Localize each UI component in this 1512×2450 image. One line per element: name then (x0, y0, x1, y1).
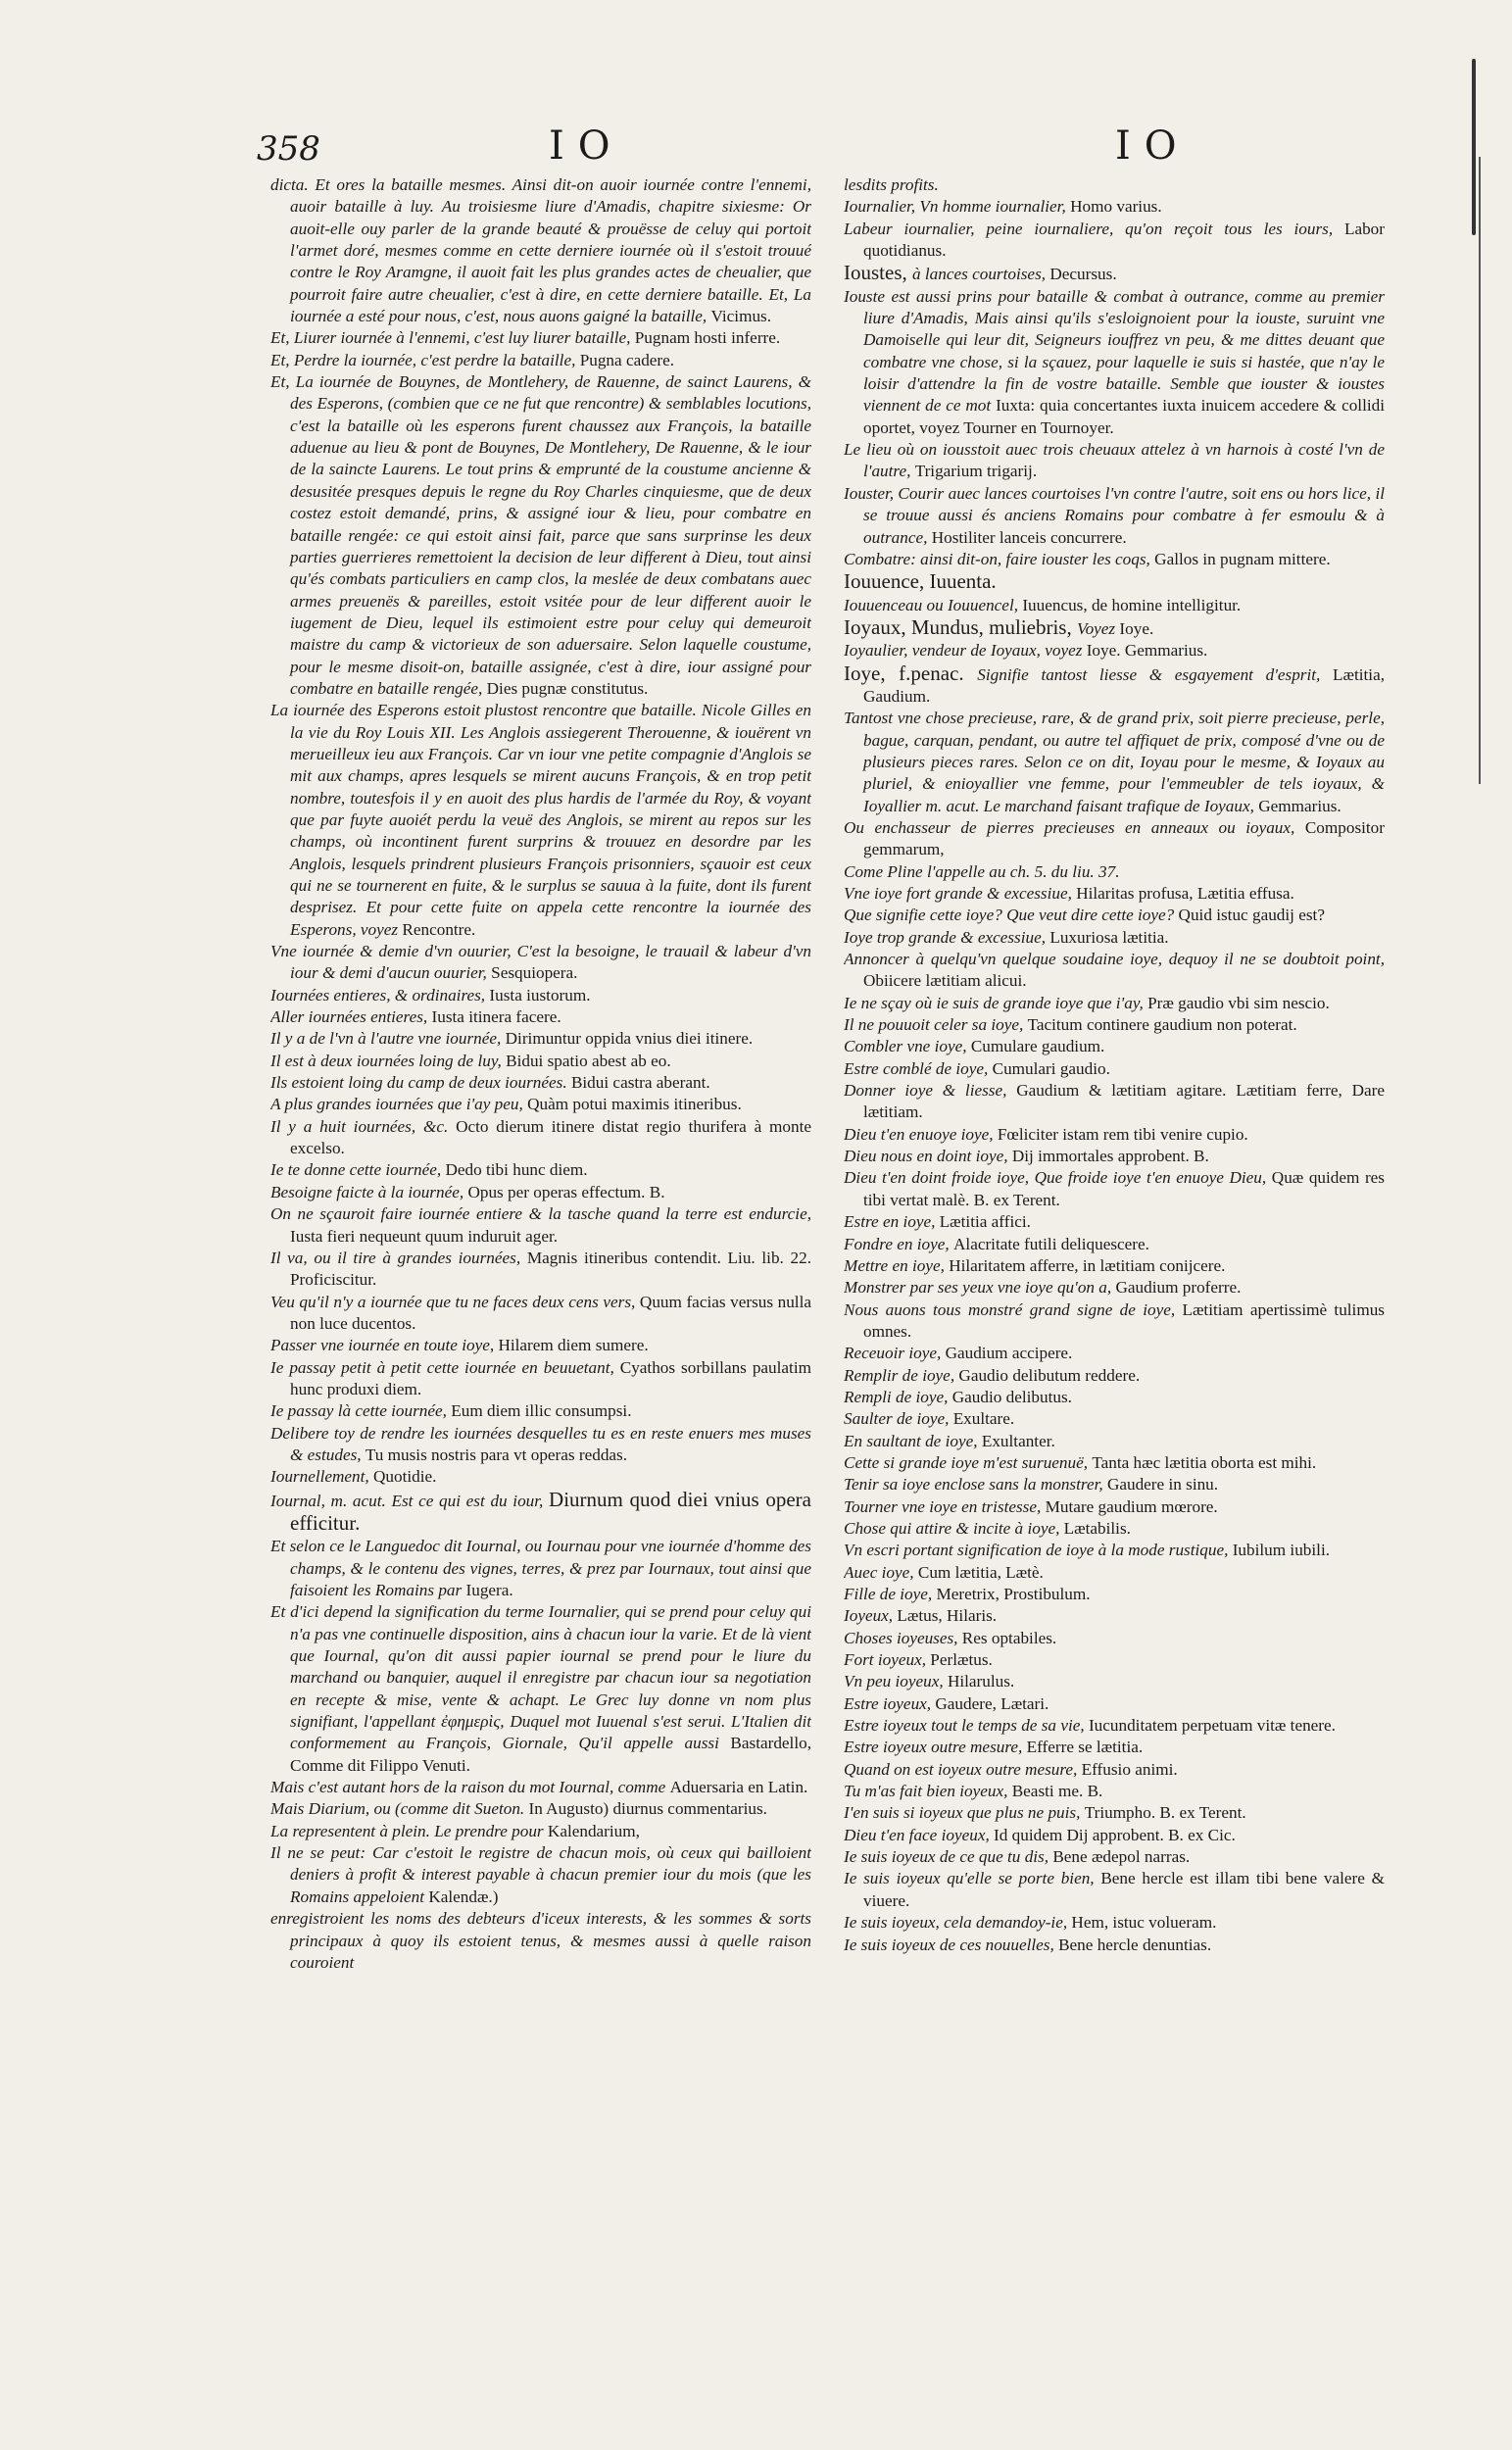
french-text: Besoigne faicte à la iournée, (270, 1182, 468, 1201)
french-text: Mettre en ioye, (844, 1255, 950, 1275)
left-column (270, 174, 811, 2330)
latin-text: Meretrix, Prostibulum. (936, 1585, 1091, 1603)
dictionary-entry (844, 616, 1385, 640)
french-text: Estre ioyeux, (844, 1693, 936, 1713)
dictionary-entry (844, 1540, 1385, 1561)
latin-text: Dedo tibi hunc diem. (445, 1160, 588, 1180)
dictionary-entry (844, 1868, 1385, 1912)
dictionary-entry (270, 1028, 811, 1050)
french-text: Ioye trop grande & excessiue, (844, 927, 1050, 947)
french-text: Saulter de ioye, (844, 1409, 953, 1429)
dictionary-entry (270, 1357, 811, 1401)
latin-text: Gaudere in sinu. (1106, 1475, 1219, 1494)
latin-text: Hostiliter lanceis concurrere. (931, 527, 1127, 547)
latin-text: Hilarem diem sumere. (498, 1336, 649, 1355)
dictionary-entry (844, 1825, 1385, 1846)
french-text: Cette si grande ioye m'est suruenuë, (844, 1452, 1093, 1472)
dictionary-entry (270, 1842, 811, 1908)
latin-text: Gaudium & lætitiam agitare. Lætitiam ferre, Dare lætitiam. (863, 1081, 1385, 1122)
french-text: Ie suis ioyeux de ces nouuelles, (844, 1935, 1059, 1954)
french-text: Rempli de ioye, (844, 1387, 952, 1406)
right-column (844, 174, 1385, 2330)
dictionary-entry (270, 1051, 811, 1072)
french-text: Voyez (1076, 618, 1120, 638)
latin-text: Iusta itinera facere. (431, 1007, 561, 1027)
french-text: Veu qu'il n'y a iournée que tu ne faces deux cens vers, (270, 1292, 640, 1311)
dictionary-entry (844, 1737, 1385, 1758)
french-text: Come Pline l'appelle au ch. 5. du liu. 37. (844, 861, 1120, 881)
dictionary-entry (844, 483, 1385, 549)
dictionary-entry (270, 941, 811, 985)
dictionary-entry (844, 1431, 1385, 1452)
french-text: Vn escri portant signification de ioye à la mode rustique, (844, 1541, 1233, 1560)
dictionary-entry (844, 817, 1385, 861)
latin-text: Mutare gaudium mœrore. (1045, 1496, 1218, 1516)
dictionary-entry (844, 1759, 1385, 1781)
dictionary-entry (844, 883, 1385, 905)
dictionary-entry (844, 1167, 1385, 1211)
dictionary-entry (270, 1072, 811, 1094)
latin-text: Iusta fieri nequeunt quum induruit ager. (290, 1226, 559, 1246)
french-text: Ie suis ioyeux de ce que tu dis, (844, 1847, 1053, 1867)
french-text: Et, Liurer iournée à l'ennemi, c'est luy liurer bataille, (270, 328, 635, 348)
latin-text: Effusio animi. (1081, 1759, 1178, 1779)
latin-text: Bidui spatio abest ab eo. (506, 1051, 671, 1070)
latin-text: Aduersaria en Latin. (669, 1778, 808, 1797)
latin-text: Iubilum iubili. (1232, 1541, 1331, 1560)
dictionary-entry (844, 1715, 1385, 1737)
dictionary-entry (844, 1605, 1385, 1627)
french-text: Aller iournées entieres, (270, 1007, 432, 1027)
latin-text: Lætitia, Gaudium. (863, 664, 1385, 706)
dictionary-entry (844, 1935, 1385, 1956)
latin-text: Bastardello, Comme dit Filippo Venuti. (290, 1734, 811, 1775)
dictionary-entry (844, 1365, 1385, 1387)
latin-text: Obiicere lætitiam alicui. (863, 971, 1027, 991)
french-text: Ie suis ioyeux, cela demandoy-ie, (844, 1913, 1072, 1933)
french-text: Auec ioye, (844, 1562, 918, 1582)
latin-text: Lætus, Hilaris. (897, 1606, 998, 1626)
latin-text: In Augusto) diurnus commentarius. (528, 1799, 767, 1819)
french-text: Donner ioye & liesse, (844, 1081, 1017, 1101)
dictionary-entry (270, 1536, 811, 1601)
dictionary-entry (844, 1058, 1385, 1080)
french-text: Delibere toy de rendre les iournées desquelles tu es en reste enuers mes muses & estudes, (270, 1423, 811, 1464)
dictionary-entry (844, 662, 1385, 709)
dictionary-entry (270, 1466, 811, 1488)
french-text: Tourner vne ioye en tristesse, (844, 1496, 1046, 1516)
latin-text: Præ gaudio vbi sim nescio. (1147, 993, 1330, 1012)
dictionary-entry (270, 1777, 811, 1798)
dictionary-entry (844, 1649, 1385, 1671)
latin-text: Hilaritatem afferre, in lætitiam conijcere. (949, 1255, 1226, 1275)
french-text: Ils estoient loing du camp de deux iournées. (270, 1073, 571, 1093)
french-text: Estre ioyeux outre mesure, (844, 1738, 1027, 1757)
latin-text: Magnis itineribus contendit. Liu. lib. 22. Proficiscitur. (290, 1248, 811, 1290)
dictionary-entry (844, 1036, 1385, 1057)
dictionary-entry (844, 549, 1385, 570)
latin-text: Pugnam hosti inferre. (634, 328, 781, 348)
french-text: En saultant de ioye, (844, 1431, 982, 1450)
french-text: à lances courtoises, (912, 265, 1050, 284)
french-text: Estre en ioye, (844, 1212, 940, 1232)
french-text: Vne iournée & demie d'vn ouurier, C'est la besoigne, le trauail & labeur d'vn iour & demi d'aucun ouurier, (270, 942, 811, 983)
french-text: Iouster, Courir auec lances courtoises l'vn contre l'autre, soit ens ou hors lice, il se trouue aussi és anciens Romains pour combatre à fer esmoulu & à outrance, (844, 483, 1385, 547)
latin-text: Gaudium proferre. (1115, 1278, 1242, 1298)
french-text: Fort ioyeux, (844, 1650, 931, 1670)
dictionary-entry (844, 905, 1385, 926)
dictionary-entry (844, 1912, 1385, 1934)
dictionary-entry (844, 1124, 1385, 1146)
dictionary-entry (844, 1080, 1385, 1124)
dictionary-entry (844, 1387, 1385, 1408)
french-text: Estre comblé de ioye, (844, 1058, 993, 1078)
latin-text: Quid istuc gaudij est? (1178, 906, 1325, 925)
french-text: La representent à plein. Le prendre pour (270, 1821, 548, 1840)
latin-text: Quum facias versus nulla non luce ducentos. (290, 1292, 811, 1333)
latin-text: Bene hercle denuntias. (1058, 1935, 1212, 1954)
latin-text: Rencontre. (402, 919, 476, 939)
french-text: Le lieu où on iousstoit auec trois cheuaux attelez à vn harnois à costé l'vn de l'autre, (844, 440, 1385, 481)
french-text: Chose qui attire & incite à ioye, (844, 1518, 1064, 1538)
latin-text: Iugera. (465, 1581, 513, 1599)
latin-text: Iusta iustorum. (489, 985, 591, 1004)
dictionary-entry (844, 1781, 1385, 1802)
dictionary-entry (270, 1182, 811, 1203)
french-text: Iournal, m. acut. Est ce qui est du iour, (270, 1491, 550, 1510)
french-text: Labeur iournalier, peine iournaliere, qu'on reçoit tous les iours, (844, 219, 1344, 238)
latin-text: Exultanter. (981, 1431, 1055, 1450)
dictionary-entry (844, 1496, 1385, 1518)
dictionary-entry (270, 1798, 811, 1820)
french-text: Monstrer par ses yeux vne ioye qu'on a, (844, 1278, 1116, 1298)
latin-text: Vicimus. (710, 307, 772, 326)
dictionary-entry (844, 1584, 1385, 1605)
dictionary-entry (844, 949, 1385, 993)
french-text: Ioyeux, (844, 1606, 898, 1626)
latin-text: Alacritate futili deliquescere. (953, 1234, 1149, 1253)
dictionary-entry (270, 327, 811, 349)
french-text: Que signifie cette ioye? Que veut dire cette ioye? (844, 906, 1179, 925)
french-text: Estre ioyeux tout le temps de sa vie, (844, 1716, 1089, 1736)
french-text: Il est à deux iournées loing de luy, (270, 1051, 507, 1070)
latin-text: Ioye. (1119, 618, 1154, 638)
dictionary-entry (270, 1601, 811, 1777)
french-text: Signifie tantost liesse & esgayement d'esprit, (977, 664, 1333, 684)
dictionary-entry (844, 174, 1385, 196)
french-text: Ou enchasseur de pierres precieuses en anneaux ou ioyaux, (844, 817, 1305, 837)
french-text: Dieu t'en doint froide ioye, Que froide ioye t'en enuoye Dieu, (844, 1168, 1272, 1188)
dictionary-entry (844, 1452, 1385, 1474)
french-text: Fille de ioye, (844, 1585, 937, 1603)
french-text: Combatre: ainsi dit-on, faire iouster les coqs, (844, 549, 1155, 568)
page-header (0, 118, 1512, 176)
latin-text: Ioyaux, Mundus, muliebris, (844, 614, 1077, 639)
latin-text: Ioustes, (844, 261, 912, 285)
french-text: Ie suis ioyeux qu'elle se porte bien, (844, 1869, 1101, 1888)
french-text: Ie passay petit à petit cette iournée en beuuetant, (270, 1357, 620, 1377)
french-text: lesdits profits. (844, 175, 939, 194)
page-edge-line (1479, 157, 1481, 784)
dictionary-entry (844, 708, 1385, 817)
french-text: Vn peu ioyeux, (844, 1672, 948, 1691)
french-text: Dieu t'en face ioyeux, (844, 1825, 995, 1844)
latin-text: Gemmarius. (1258, 796, 1341, 815)
dictionary-entry (844, 1802, 1385, 1824)
french-text: Et, La iournée de Bouynes, de Montlehery, de Rauenne, de sainct Laurens, & des Esperons, (combien que ce ne fut que rencontre) & semblables locutions, c'est la bataille où les esperons furent chaussez aux François, la bataille aduenue au lieu & pont de Bouynes, De Montlehery, De Rauenne, & le iour de la saincte Laurens. Le tout prins & emprunté de la coustume ancienne & desusitée presques depuis le regne du Roy Charles cinquiesme, que de deux costez estoit demandé, prins, & assigné iour & lieu, pour combatre en bataille rengée: ce qui estoit ainsi fait, parce que sans surprinse les deux parties guerrieres remettoient la decision de leur different à Dieu, tout ainsi qu'és combats particuliers en camp clos, la meslée de deux combatans auec armes preuenës & pareilles, estoit vsitée pour de leur different auoir le iugement de Dieu, lequel ils estimoient estre pour celuy qui demeuroit maistre du camp & victorieux de son aduersaire. Selon laquelle coustume, pour le mesme disoit-on, bataille assignée, c'est à dire, iour assigné pour combatre en bataille rengée, (270, 372, 811, 698)
latin-text: Gallos in pugnam mittere. (1154, 549, 1331, 568)
dictionary-entry (270, 985, 811, 1006)
latin-text: Dirimuntur oppida vnius diei itinere. (505, 1029, 754, 1049)
latin-text: Res optabiles. (961, 1628, 1057, 1647)
latin-text: Cyathos sorbillans paulatim hunc produxi diem. (290, 1357, 811, 1398)
dictionary-entry (844, 1234, 1385, 1255)
french-text: Il ne se peut: Car c'estoit le registre de chacun mois, où ceux qui bailloient deniers à profit & interest payable à chacun premier iour du mois (que les Romains appeloient (270, 1843, 811, 1906)
latin-text: Bene hercle est illam tibi bene valere & viuere. (863, 1869, 1385, 1910)
latin-text: Hilarulus. (947, 1672, 1015, 1691)
dictionary-entry (844, 570, 1385, 594)
dictionary-entry (270, 1423, 811, 1467)
latin-text: Decursus. (1049, 265, 1117, 284)
latin-text: Cumulare gaudium. (970, 1037, 1105, 1056)
french-text: Iournées entieres, & ordinaires, (270, 985, 490, 1004)
latin-text: Ioye, f.penac. (844, 661, 978, 685)
dictionary-entry (844, 1146, 1385, 1167)
dictionary-entry (844, 1518, 1385, 1540)
latin-text: Eum diem illic consumpsi. (451, 1401, 632, 1421)
latin-text: Cum lætitia, Lætè. (917, 1562, 1044, 1582)
dictionary-entry (844, 1846, 1385, 1868)
dictionary-entry (270, 1908, 811, 1974)
latin-text: Quæ quidem res tibi vertat malè. B. ex Terent. (863, 1168, 1385, 1209)
french-text: Nous auons tous monstré grand signe de ioye, (844, 1299, 1183, 1319)
french-text: On ne sçauroit faire iournée entiere & la tasche quand la terre est endurcie, (270, 1204, 811, 1224)
french-text: Iournellement, (270, 1467, 374, 1487)
latin-text: Hem, istuc volueram. (1071, 1913, 1217, 1933)
dictionary-entry (844, 1014, 1385, 1036)
dictionary-entry (270, 1203, 811, 1248)
french-text: Vne ioye fort grande & excessiue, (844, 884, 1077, 903)
latin-text: Hilaritas profusa, Lætitia effusa. (1076, 884, 1294, 903)
french-text: Il ne pouuoit celer sa ioye, (844, 1015, 1028, 1035)
dictionary-entry (844, 1408, 1385, 1430)
french-text: Tantost vne chose precieuse, rare, & de grand prix, soit pierre precieuse, perle, bague, carquan, pendant, ou autre tel affiquet de prix, composé d'vne ou de plusieurs pieces rares. Selon ce on dit, Ioyau pour le mesme, & Ioyaux au pluriel, & enioyallier vne femme, pour l'emmeubler de tels ioyaux, & Ioyallier m. acut. Le marchand faisant trafique de Ioyaux, (844, 709, 1385, 815)
french-text: Receuoir ioye, (844, 1344, 946, 1363)
french-text: Et d'ici depend la signification du terme Iournalier, qui se prend pour celuy qui n'a pas vne continuelle disposition, ains à chacun iour la varie. Et de là vient que Iournal, qu'on dit aussi papier iournal se prend pour le liure du marchand ou banquier, auquel il enregistre par chacun iour sa negotiation en recepte & mise, vente & achapt. Le Grec luy donne vn nom plus signifiant, l'appellant ἐφημερὶς, Duquel mot Iuuenal s'est serui. L'Italien dit conformement au François, Giornale, Qu'il appelle aussi (270, 1602, 811, 1753)
french-text: Passer vne iournée en toute ioye, (270, 1336, 499, 1355)
dictionary-entry (844, 1628, 1385, 1649)
french-text: I'en suis si ioyeux que plus ne puis, (844, 1803, 1085, 1823)
latin-text: Lætitia affici. (939, 1212, 1031, 1232)
latin-text: Iuuencus, de homine intelligitur. (1022, 595, 1242, 614)
dictionary-entry (270, 350, 811, 371)
dictionary-entry (844, 1277, 1385, 1298)
latin-text: Fœliciter istam rem tibi venire cupio. (997, 1124, 1248, 1144)
dictionary-entry (844, 262, 1385, 285)
dictionary-entry (270, 371, 811, 700)
latin-text: Quotidie. (373, 1467, 437, 1487)
french-text: Annoncer à quelqu'vn quelque soudaine ioye, dequoy il ne se doubtoit point, (844, 950, 1385, 969)
latin-text: Homo varius. (1070, 197, 1162, 217)
french-text: Mais Diarium, ou (comme dit Sueton. (270, 1799, 529, 1819)
dictionary-entry (270, 1248, 811, 1292)
latin-text: Diurnum quod diei vnius opera efficitur. (290, 1487, 811, 1535)
dictionary-entry (844, 1255, 1385, 1277)
latin-text: Gaudio delibutus. (951, 1387, 1072, 1406)
latin-text: Pugna cadere. (579, 350, 675, 369)
french-text: Mais c'est autant hors de la raison du mot Iournal, comme (270, 1778, 670, 1797)
french-text: Iouste est aussi prins pour bataille & combat à outrance, comme au premier liure d'Amadis, Mais ainsi qu'ils s'esloignoient pour la iouste, suruint vne Damoiselle qui leur dit, Seigneurs iouffrez vn peu, & me dittes deuant que combatre vne chose, si la sçauez, pour laquelle ie suis si hastée, que n'ay le loisir d'attendre la fin de vostre bataille. Semble que iouster & ioustes viennent de ce mot (844, 286, 1385, 416)
latin-text: Iuxta: quia concertantes iuxta inuicem accedere & collidi oportet, voyez Tourner en Tournoyer. (863, 396, 1385, 437)
dictionary-entry (270, 1489, 811, 1537)
latin-text: Octo dierum itinere distat regio thurifera à monte excelso. (290, 1116, 811, 1158)
latin-text: Gaudium accipere. (945, 1344, 1073, 1363)
dictionary-entry (270, 1006, 811, 1028)
french-text: Ioyaulier, vendeur de Ioyaux, voyez (844, 641, 1087, 661)
french-text: Il va, ou il tire à grandes iournées, (270, 1248, 527, 1267)
dictionary-entry (844, 1671, 1385, 1692)
french-text: Et, Perdre la iournée, c'est perdre la bataille, (270, 350, 580, 369)
latin-text: Dies pugnæ constitutus. (486, 678, 649, 698)
french-text: Iouuenceau ou Iouuencel, (844, 595, 1023, 614)
dictionary-entry (270, 1821, 811, 1842)
french-text: Il y a de l'vn à l'autre vne iournée, (270, 1029, 506, 1049)
french-text: Ie te donne cette iournée, (270, 1160, 446, 1180)
latin-text: Bidui castra aberant. (570, 1073, 710, 1093)
french-text: Ie ne sçay où ie suis de grande ioye que i'ay, (844, 993, 1148, 1012)
french-text: Il y a huit iournées, &c. (270, 1116, 457, 1136)
dictionary-entry (270, 174, 811, 327)
latin-text: Tacitum continere gaudium non poterat. (1027, 1015, 1297, 1035)
latin-text: Gaudio delibutum reddere. (958, 1365, 1141, 1385)
french-text: Iournalier, Vn homme iournalier, (844, 197, 1071, 217)
dictionary-entry (844, 439, 1385, 483)
french-text: Fondre en ioye, (844, 1234, 953, 1253)
dictionary-entry (844, 1299, 1385, 1344)
french-text: Remplir de ioye, (844, 1365, 959, 1385)
running-head-right: IO (1115, 123, 1191, 169)
latin-text: Dij immortales approbent. B. (1011, 1147, 1209, 1166)
latin-text: Kalendæ.) (428, 1886, 499, 1906)
dictionary-entry (844, 927, 1385, 949)
dictionary-entry (844, 1474, 1385, 1495)
latin-text: Perlætus. (930, 1650, 993, 1670)
dictionary-entry (844, 861, 1385, 883)
latin-text: Ioye. Gemmarius. (1086, 641, 1208, 661)
latin-text: Labor quotidianus. (863, 219, 1385, 261)
french-text: Et selon ce le Languedoc dit Iournal, ou Iournau pour vne iournée d'homme des champs, & le contenu des vignes, terres, & prez par Iournaux, tout ainsi que faisoient les Romains par (270, 1537, 811, 1599)
latin-text: Tu musis nostris para vt operas reddas. (365, 1445, 628, 1464)
latin-text: Tanta hæc lætitia oborta est mihi. (1092, 1452, 1317, 1472)
latin-text: Gaudere, Lætari. (935, 1693, 1049, 1713)
dictionary-entry (844, 595, 1385, 616)
latin-text: Opus per operas effectum. B. (467, 1182, 665, 1201)
french-text: Quand on est ioyeux outre mesure, (844, 1759, 1082, 1779)
latin-text: Iouuence, Iuuenta. (844, 569, 997, 594)
dictionary-entry (844, 219, 1385, 263)
dictionary-entry (844, 993, 1385, 1014)
dictionary-entry (844, 1562, 1385, 1584)
french-text: Dieu t'en enuoye ioye, (844, 1124, 998, 1144)
dictionary-entry (844, 640, 1385, 662)
latin-text: Efferre se lætitia. (1026, 1738, 1144, 1757)
dictionary-entry (844, 1693, 1385, 1715)
french-text: enregistroient les noms des debteurs d'iceux interests, & les sommes & sorts principaux à quoy ils estoient tenus, & mesmes aussi à quelle raison couroient (270, 1909, 811, 1972)
french-text: Tu m'as fait bien ioyeux, (844, 1782, 1012, 1801)
latin-text: Kalendarium, (547, 1821, 640, 1840)
latin-text: Compositor gemmarum, (863, 817, 1385, 859)
running-head-left: IO (549, 123, 624, 169)
dictionary-entry (844, 196, 1385, 218)
latin-text: Lætitiam apertissimè tulimus omnes. (863, 1299, 1385, 1341)
latin-text: Trigarium trigarij. (914, 462, 1038, 481)
dictionary-entry (270, 700, 811, 941)
latin-text: Quàm potui maximis itineribus. (527, 1095, 742, 1114)
french-text: dicta. Et ores la bataille mesmes. Ainsi dit-on auoir iournée contre l'ennemi, auoir bataille à luy. Au troisiesme liure d'Amadis, chapitre sixiesme: Or auoit-elle ouy parler de la grande beauté & prouësse de celuy qui portoit l'armet doré, mesmes comme en cette derniere iournée où il s'estoit trouué contre le Roy Aramgne, il auoit fait les plus grandes actes de cheualier, que pourroit faire autre cheualier, c'est à dire, en cette derniere bataille. Et, La iournée a esté pour nous, c'est, nous auons gaigné la bataille, (270, 175, 811, 326)
latin-text: Id quidem Dij approbent. B. ex Cic. (994, 1825, 1236, 1844)
french-text: Tenir sa ioye enclose sans la monstrer, (844, 1475, 1107, 1494)
latin-text: Bene ædepol narras. (1052, 1847, 1191, 1867)
dictionary-entry (270, 1116, 811, 1160)
latin-text: Exultare. (952, 1409, 1015, 1429)
dictionary-entry (270, 1094, 811, 1115)
dictionary-entry (844, 1343, 1385, 1364)
dictionary-entry (270, 1292, 811, 1336)
french-text: La iournée des Esperons estoit plustost rencontre que bataille. Nicole Gilles en la vie du Roy Louis XII. Les Anglois assiegerent Therouenne, & iouërent vn merueilleux ieu aux François. Car vn iour vne petite compagnie d'Anglois se mit aux champs, apres lesquels se mirent aucuns François, & en trop petit nombre, toutesfois il y en auoit des plus hardis de l'armée du Roy, & voyant que par fuyte auoiét perdu la veuë des Anglois, se mirent au repos sur les champs, où incontinent furent surprins & trouuez en desordre par les Anglois, lesquels prindrent plusieurs François prisonniers, sçauoir est ceux qui ne se tournerent en fuite, & le surplus se sauua à la fuite, dont ils furent desprisez. Et pour cette fuite on appela cette rencontre la iournée des Esperons, voyez (270, 701, 811, 939)
french-text: A plus grandes iournées que i'ay peu, (270, 1095, 528, 1114)
latin-text: Lætabilis. (1063, 1518, 1131, 1538)
latin-text: Luxuriosa lætitia. (1049, 927, 1169, 947)
dictionary-entry (270, 1159, 811, 1181)
latin-text: Triumpho. B. ex Terent. (1084, 1803, 1246, 1823)
dictionary-entry (844, 1211, 1385, 1233)
french-text: Choses ioyeuses, (844, 1628, 962, 1647)
french-text: Combler vne ioye, (844, 1037, 971, 1056)
latin-text: Beasti me. B. (1011, 1782, 1103, 1801)
french-text: Dieu nous en doint ioye, (844, 1147, 1012, 1166)
dictionary-entry (270, 1400, 811, 1422)
dictionary-entry (844, 286, 1385, 439)
latin-text: Cumulari gaudio. (992, 1058, 1110, 1078)
french-text: Ie passay là cette iournée, (270, 1401, 452, 1421)
latin-text: Iucunditatem perpetuam vitæ tenere. (1088, 1716, 1336, 1736)
dictionary-entry (270, 1335, 811, 1356)
page-number: 358 (257, 129, 320, 169)
latin-text: Sesquiopera. (491, 963, 578, 983)
